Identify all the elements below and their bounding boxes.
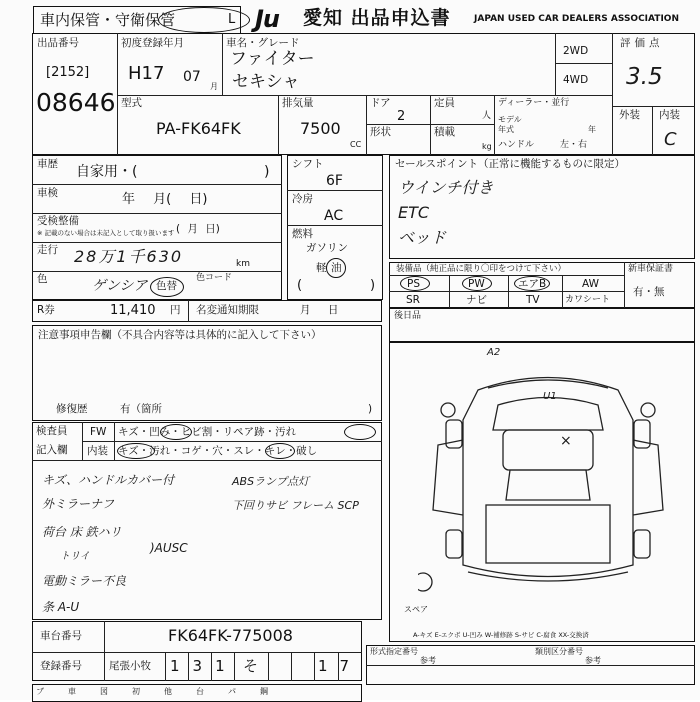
doors-label: ドア bbox=[370, 97, 391, 109]
cat-7: パ bbox=[228, 687, 236, 696]
chassis-label: 車台番号 bbox=[40, 630, 82, 642]
deadline-label: 名変通知期限 bbox=[196, 304, 259, 316]
recycle-unit: 円 bbox=[170, 304, 181, 316]
color-code-label: 色コード bbox=[196, 273, 233, 283]
car-grade: セキシャ bbox=[232, 72, 300, 92]
cat-8: 鋼 bbox=[260, 687, 268, 696]
wheel-rl bbox=[446, 530, 462, 558]
chassis-number: FK64FK-775008 bbox=[168, 626, 293, 645]
fw-items: キズ・凹み・ヒビ割・リペア跡・汚れ bbox=[118, 426, 297, 438]
load-unit: kg bbox=[482, 142, 492, 151]
note-line-7: )AUSC bbox=[150, 541, 188, 555]
equip-sr: SR bbox=[406, 294, 420, 306]
reg-number-2: 17 bbox=[318, 657, 362, 675]
mirror-left bbox=[441, 403, 455, 417]
displacement-label: 排気量 bbox=[282, 97, 314, 109]
ref-label-1: 参考 bbox=[420, 656, 436, 665]
fuel-value2: 軽 bbox=[316, 262, 327, 274]
class-label: 類別区分番号 bbox=[535, 647, 583, 656]
usage-close: ) bbox=[264, 164, 270, 180]
selling-point-2: ETC bbox=[398, 203, 430, 222]
equip-leather: カワシート bbox=[565, 295, 611, 305]
note-line-5: 荷台 床 鉄ハリ bbox=[42, 525, 122, 539]
registration-month: 07 bbox=[183, 69, 201, 85]
shape-label: 形状 bbox=[370, 126, 391, 138]
cat-2: 車 bbox=[68, 687, 76, 696]
fuel-value: ガソリン bbox=[306, 242, 348, 254]
shift-value: 6F bbox=[326, 173, 343, 189]
mileage-unit: km bbox=[236, 259, 250, 269]
equip-airbag: エアB bbox=[518, 278, 547, 290]
note-line-2: ABSランプ点灯 bbox=[232, 475, 310, 488]
equip-tv: TV bbox=[526, 294, 540, 306]
note-line-8: 電動ミラー不良 bbox=[42, 574, 127, 588]
cat-6: 台 bbox=[196, 687, 204, 696]
drive-4wd: 4WD bbox=[563, 74, 589, 86]
equip-aw: AW bbox=[582, 278, 599, 290]
form-label: 形式指定番号 bbox=[370, 647, 418, 656]
spare-label: スペア bbox=[404, 605, 428, 614]
usage-value: 自家用・( bbox=[76, 164, 138, 180]
ju-logo: Ju bbox=[255, 5, 280, 33]
equipment-label: 装備品（純正品に限り〇印をつけて下さい） bbox=[396, 264, 567, 274]
mileage-label: 走行 bbox=[37, 244, 58, 256]
equip-ps: PS bbox=[407, 278, 420, 290]
front-bumper bbox=[488, 380, 608, 388]
ac-label: 冷房 bbox=[292, 193, 313, 205]
fw-mark-2 bbox=[344, 424, 376, 440]
reg-kana: そ bbox=[243, 657, 259, 675]
model-code: PA-FK64FK bbox=[156, 119, 241, 138]
inspector-label-2: 記入欄 bbox=[36, 444, 68, 456]
storage-badge-mark: L bbox=[228, 12, 236, 27]
deadline-value: 月 日 bbox=[300, 304, 339, 316]
top-info-block bbox=[32, 33, 695, 155]
fuel-label: 燃料 bbox=[292, 228, 313, 240]
usage-label: 車歴 bbox=[37, 158, 58, 170]
note-line-6: トリイ bbox=[60, 551, 90, 562]
ref-label-2: 参考 bbox=[585, 656, 601, 665]
registration-era: H17 bbox=[128, 63, 165, 84]
model-label: 型式 bbox=[121, 97, 142, 109]
body-outline bbox=[463, 378, 633, 577]
roof-outline bbox=[506, 470, 590, 500]
storage-badge bbox=[33, 6, 241, 34]
model-year-label: モデル bbox=[498, 115, 522, 124]
inspector-label-1: 検査員 bbox=[36, 425, 68, 437]
inspection-value: 年 月( 日) bbox=[122, 192, 208, 207]
cat-1: ブ bbox=[36, 687, 44, 696]
hood-outline bbox=[493, 398, 603, 431]
note-line-4: 下回りサビ フレーム SCP bbox=[232, 499, 359, 512]
selling-points-label: セールスポイント（正常に機能するものに限定） bbox=[395, 158, 626, 170]
cat-5: 他 bbox=[164, 687, 172, 696]
mirror-right bbox=[641, 403, 655, 417]
registration-label: 初度登録年月 bbox=[121, 37, 184, 49]
form-title: 愛知 出品申込書 bbox=[303, 7, 451, 29]
capacity-unit: 人 bbox=[482, 111, 492, 121]
registration-month-unit: 月 bbox=[210, 82, 218, 91]
ac-value: AC bbox=[324, 208, 344, 224]
reg-number-label: 登録番号 bbox=[40, 660, 82, 672]
fuel-paren-close: ) bbox=[370, 278, 376, 293]
handle-label: ハンドル bbox=[498, 140, 535, 150]
note-line-1: キズ、ハンドルカバー付 bbox=[42, 473, 175, 487]
spare-tire bbox=[418, 573, 432, 591]
car-diagram bbox=[418, 347, 678, 600]
note-line-3: 外ミラーナフ bbox=[42, 497, 115, 511]
receipt-value: ( 月 日) bbox=[176, 223, 220, 235]
wheel-fl bbox=[446, 420, 462, 448]
fuel-paren-open: ( bbox=[297, 278, 303, 293]
dealer-label: ディーラー・並行 bbox=[498, 98, 570, 108]
new-car-warranty-label: 新車保証書 bbox=[628, 264, 674, 274]
grade-label: 評価点 bbox=[620, 37, 664, 49]
drive-2wd: 2WD bbox=[563, 45, 589, 57]
lot-number: 08646 bbox=[36, 88, 116, 117]
damage-legend: A-キズ E-エクボ U-凹み W-補修跡 S-サビ C-腐食 XX-交換済 bbox=[413, 631, 589, 639]
storage-circle-mark bbox=[158, 7, 250, 33]
year-unit: 年 bbox=[588, 125, 596, 134]
new-car-warranty-value: 有・無 bbox=[633, 286, 665, 298]
receipt-label: 受検整備 bbox=[37, 215, 79, 227]
storage-badge-text: 車内保管・守衛保管 bbox=[40, 11, 176, 29]
recycle-value: 11,410 bbox=[110, 303, 156, 318]
handle-value: 左・右 bbox=[560, 140, 588, 150]
roof-damage-mark: U1 bbox=[543, 391, 557, 402]
fuel-circled: 油 bbox=[331, 262, 342, 274]
fw-label: FW bbox=[90, 426, 107, 438]
equip-pw: PW bbox=[468, 278, 485, 290]
left-side-outline bbox=[433, 440, 463, 515]
interior-grade-value: C bbox=[664, 129, 677, 150]
wheel-fr bbox=[634, 420, 650, 448]
fw-mark-1 bbox=[160, 424, 192, 440]
lot-label: 出品番号 bbox=[37, 37, 79, 49]
cross-damage-mark: × bbox=[560, 433, 572, 449]
cabin-outline bbox=[503, 430, 593, 470]
year-label: 年式 bbox=[498, 125, 514, 134]
color-value: ゲンシア bbox=[92, 278, 148, 294]
displacement-unit: CC bbox=[350, 140, 362, 149]
load-label: 積載 bbox=[434, 126, 455, 138]
grade-score: 3.5 bbox=[626, 64, 663, 90]
wheel-rr bbox=[634, 530, 650, 558]
capacity-label: 定員 bbox=[434, 97, 455, 109]
reg-number-1: 131 bbox=[170, 657, 238, 675]
car-name-label: 車名・グレード bbox=[226, 37, 300, 49]
association-name: JAPAN USED CAR DEALERS ASSOCIATION bbox=[474, 14, 679, 24]
selling-point-1: ウインチ付き bbox=[398, 178, 494, 197]
inspection-label: 車検 bbox=[37, 187, 58, 199]
reg-area: 尾張小牧 bbox=[109, 660, 151, 672]
interior-grade-label: 内装 bbox=[659, 109, 680, 121]
later-items-label: 後日品 bbox=[394, 311, 422, 321]
recycle-label: R券 bbox=[37, 304, 55, 316]
car-name: ファイター bbox=[230, 49, 315, 69]
interior-insp-label: 内装 bbox=[87, 445, 108, 457]
shift-label: シフト bbox=[292, 158, 324, 170]
cat-3: 図 bbox=[100, 687, 108, 696]
repair-history-label: 修復歴 bbox=[56, 403, 88, 415]
mileage-value: 28万1千630 bbox=[74, 247, 184, 266]
displacement-value: 7500 bbox=[300, 119, 341, 138]
receipt-note: ※ 記載のない場合は未記入として取り扱います bbox=[37, 229, 175, 237]
exterior-grade-label: 外装 bbox=[619, 109, 640, 121]
lot-small-number: [2152] bbox=[46, 65, 90, 80]
later-items-block bbox=[389, 308, 695, 342]
repair-history-value: 有（箇所 bbox=[120, 403, 162, 415]
right-side-outline bbox=[633, 440, 663, 515]
color-changed: 色替 bbox=[156, 280, 177, 292]
repair-history-close: ) bbox=[368, 403, 373, 415]
cargo-bed-outline bbox=[486, 505, 610, 563]
note-line-9: 条 A-U bbox=[42, 600, 80, 614]
interior-mark-2 bbox=[265, 443, 295, 459]
cat-4: 初 bbox=[132, 687, 140, 696]
front-damage-mark: A2 bbox=[487, 347, 501, 358]
interior-insp-items: キズ・汚れ・コゲ・穴・スレ・キレ・破し bbox=[118, 445, 318, 457]
notice-label: 注意事項申告欄（不具合内容等は具体的に記入して下さい） bbox=[38, 329, 322, 341]
color-label: 色 bbox=[37, 273, 48, 285]
equip-navi: ナビ bbox=[466, 294, 487, 306]
interior-mark-1 bbox=[117, 443, 155, 459]
selling-point-3: ベッド bbox=[398, 228, 447, 247]
doors-value: 2 bbox=[397, 109, 406, 124]
